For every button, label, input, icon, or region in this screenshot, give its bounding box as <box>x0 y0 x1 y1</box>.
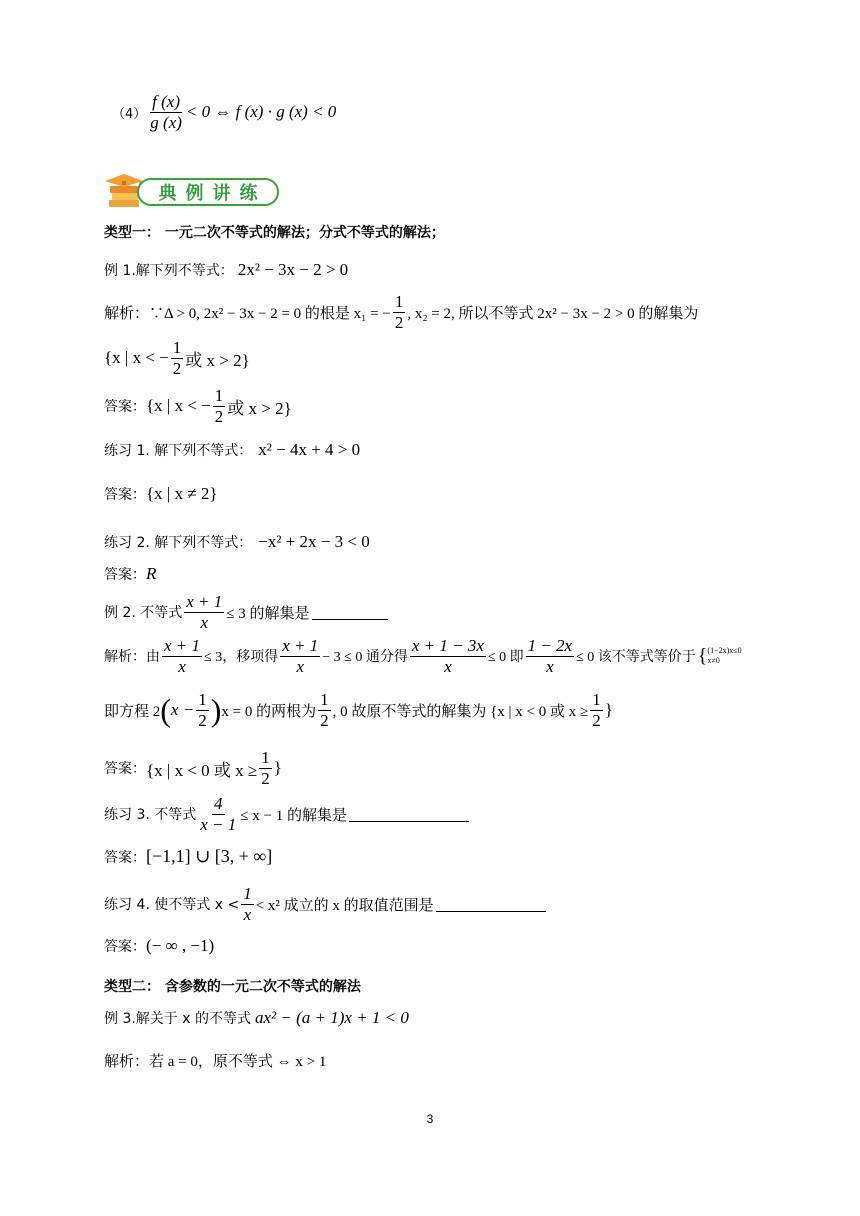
p2-prompt: 练习 2. 解下列不等式： <box>104 535 253 551</box>
item-4-fraction <box>148 92 184 132</box>
frac-numerator: f (x) <box>152 92 181 111</box>
ex2-analysis-line <box>104 636 742 676</box>
ex2-line2-a: 即方程 2 <box>104 703 161 720</box>
ex1-prompt: 例 1.解下列不等式： <box>104 263 234 279</box>
ex2-analysis-a: 解析：由 <box>104 649 160 666</box>
ex2-answer-half <box>259 748 272 788</box>
ex2-half-c <box>590 690 603 730</box>
brace-icon: { <box>697 645 708 668</box>
ex2-tail: ≤ 3 的解集是 <box>226 605 310 622</box>
frac-denominator: x <box>200 612 209 632</box>
frac-numerator: 1 <box>198 690 207 709</box>
p3-blank <box>349 807 469 822</box>
p2-answer <box>104 564 156 584</box>
ex2-prompt: 例 2. 不等式 <box>104 605 183 622</box>
ex2-analysis-e: ≤ 0 该不等式等价于 <box>576 650 696 666</box>
p2-line <box>104 532 370 552</box>
ex2-analysis-d: ≤ 0 即 <box>487 650 524 666</box>
type1-heading: 类型一： 一元二次不等式的解法；分式不等式的解法； <box>104 225 445 241</box>
section-banner <box>103 172 281 212</box>
ex1-expr: 2x² − 3x − 2 > 0 <box>237 260 349 279</box>
item-4-rhs: < 0 ⇔ f (x) · g (x) < 0 <box>185 102 337 122</box>
p4-answer-value: (− ∞ , −1) <box>146 936 215 955</box>
ex2-line2-c: , 0 故原不等式的解集为 {x | x < 0 或 x ≥ <box>332 703 589 720</box>
frac-numerator: 1 <box>243 884 252 903</box>
banner-title: 典例讲练 <box>158 183 267 204</box>
ex2-blank <box>312 605 388 620</box>
p3-prompt: 练习 3. 不等式 <box>104 807 197 824</box>
p1-expr: x² − 4x + 4 > 0 <box>258 440 361 459</box>
ex2-frac-c <box>410 636 486 676</box>
answer-label: 答案： <box>104 487 146 503</box>
ex2-line2-b: x = 0 的两根为 <box>221 703 317 720</box>
p1-answer <box>104 484 218 504</box>
ex2-frac-b <box>280 636 320 676</box>
frac-numerator: 4 <box>214 794 223 813</box>
p3-answer-value: [−1,1] ∪ [3, + ∞] <box>146 846 273 866</box>
answer-label: 答案： <box>104 567 146 583</box>
p1-prompt: 练习 1. 解下列不等式： <box>104 443 253 459</box>
p4-prompt: 练习 4. 使不等式 x < <box>104 897 240 914</box>
ex2-fraction <box>184 592 224 632</box>
ex1-line <box>104 260 348 280</box>
frac-numerator: 1 − 2x <box>527 636 573 655</box>
ex1-answer <box>104 386 292 426</box>
set-part-a: {x | x < − <box>104 348 169 368</box>
ex1-half-fraction <box>393 292 406 332</box>
ex2-line2 <box>104 690 613 730</box>
ex2-frac-d <box>526 636 575 676</box>
set-part-b: 或 x > 2} <box>185 350 250 370</box>
p4-blank <box>436 897 546 912</box>
paren-close: ) <box>210 691 222 728</box>
frac-numerator: 1 <box>261 748 270 767</box>
frac-numerator: x + 1 <box>164 636 201 655</box>
answer-label: 答案： <box>104 849 146 866</box>
frac-numerator: x + 1 <box>282 636 319 655</box>
frac-numerator: x + 1 <box>186 592 223 611</box>
frac-numerator: 1 <box>172 338 182 357</box>
answer-part-b: 或 x > 2} <box>227 398 292 418</box>
frac-denominator: 2 <box>320 710 329 730</box>
p4-tail: < x² 成立的 x 的取值范围是 <box>255 897 434 914</box>
item-4-label: （4） <box>112 106 147 122</box>
system-row-1: (1−2x)x≤0 <box>707 646 742 656</box>
ex3-analysis-text: 解析：若 a = 0，原不等式 ⇔ x > 1 <box>104 1054 327 1070</box>
paren-open: ( <box>160 691 171 728</box>
ex1-analysis-b: , x₂ = 2, 所以不等式 2x² − 3x − 2 > 0 的解集为 <box>407 305 699 322</box>
system-row-2: x≠0 <box>707 656 720 666</box>
p3-fraction <box>198 794 238 834</box>
ex2-half-b <box>318 690 331 730</box>
answer-label: 答案： <box>104 761 146 778</box>
p3-tail: ≤ x − 1 的解集是 <box>240 807 347 824</box>
frac-numerator: 1 <box>320 690 329 709</box>
ex3-prompt: 例 3.解关于 x 的不等式 <box>104 1011 251 1027</box>
ex2-line <box>104 592 388 632</box>
p4-fraction <box>241 884 254 924</box>
answer-part-a: {x | x < 0 或 x ≥ <box>146 760 258 780</box>
ex1-analysis-a: 解析：∵Δ > 0, 2x² − 3x − 2 = 0 的根是 x₁ = − <box>104 305 391 322</box>
frac-denominator: 2 <box>394 312 404 332</box>
p2-expr: −x² + 2x − 3 < 0 <box>258 532 370 551</box>
p3-line <box>104 794 469 834</box>
ex1-analysis-line <box>104 292 698 332</box>
answer-label: 答案： <box>104 399 146 416</box>
ex2-line2-d: } <box>604 700 613 720</box>
frac-numerator: 1 <box>394 292 404 311</box>
answer-part-a: {x | x < − <box>146 396 211 416</box>
ex3-expr: ax² − (a + 1)x + 1 < 0 <box>255 1008 409 1027</box>
banner-bar <box>137 178 279 206</box>
p1-line <box>104 440 360 460</box>
ex1-solution-set <box>104 338 250 378</box>
set-half-fraction <box>171 338 184 378</box>
ex2-system <box>698 646 742 666</box>
ex3-analysis <box>104 1050 326 1071</box>
answer-half-fraction <box>213 386 226 426</box>
p4-answer <box>104 936 214 956</box>
frac-denominator: x <box>546 656 554 676</box>
frac-denominator: 2 <box>261 768 270 788</box>
frac-denominator: 2 <box>172 358 182 378</box>
ex2-half-a <box>196 690 209 730</box>
page-number: 3 <box>426 1112 434 1126</box>
frac-numerator: 1 <box>214 386 224 405</box>
frac-denominator: 2 <box>214 406 224 426</box>
frac-denominator: x <box>178 656 186 676</box>
answer-label: 答案： <box>104 939 146 955</box>
ex2-frac-a <box>162 636 202 676</box>
frac-denominator: x <box>444 656 452 676</box>
frac-denominator: x <box>243 904 252 924</box>
frac-numerator: x + 1 − 3x <box>411 636 484 655</box>
type2-heading: 类型二： 含参数的一元二次不等式的解法 <box>104 979 361 995</box>
ex2-analysis-c: − 3 ≤ 0 通分得 <box>322 650 408 666</box>
p1-answer-value: {x | x ≠ 2} <box>146 484 218 503</box>
p4-line <box>104 884 546 924</box>
ex3-line <box>104 1008 409 1028</box>
item-4-line <box>104 92 336 132</box>
p3-answer <box>104 846 272 867</box>
ex2-analysis-b: ≤ 3，移项得 <box>204 650 279 666</box>
frac-denominator: 2 <box>198 710 207 730</box>
frac-denominator: 2 <box>592 710 601 730</box>
frac-denominator: g (x) <box>150 112 182 132</box>
frac-denominator: x − 1 <box>200 814 237 834</box>
frac-numerator: 1 <box>592 690 601 709</box>
ex2-paren-content: x − <box>170 700 195 720</box>
ex2-answer <box>104 748 282 788</box>
p2-answer-value: R <box>146 564 157 583</box>
frac-denominator: x <box>296 656 304 676</box>
answer-part-b: } <box>273 758 282 778</box>
